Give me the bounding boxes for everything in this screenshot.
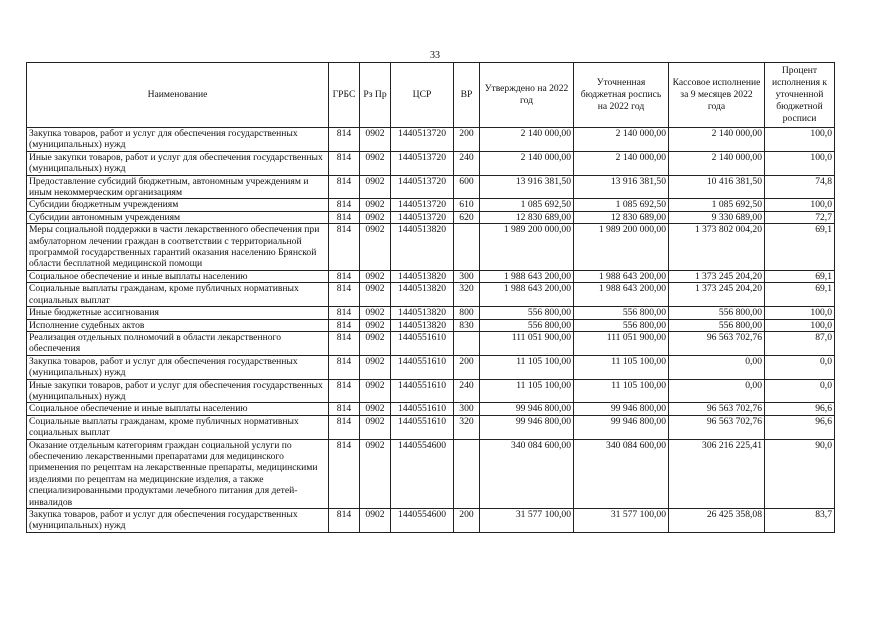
- cell-name: Закупка товаров, работ и услуг для обеспечения государственных (муниципальных) нужд: [27, 128, 329, 152]
- cell-approved: 2 140 000,00: [480, 151, 574, 175]
- header-refined: Уточненная бюджетная роспись на 2022 год: [574, 63, 669, 128]
- cell-refined: 99 946 800,00: [574, 403, 669, 415]
- cell-vr: 800: [454, 307, 480, 319]
- cell-grbs: 814: [329, 128, 360, 152]
- cell-cash: 556 800,00: [669, 319, 765, 331]
- cell-refined: 12 830 689,00: [574, 211, 669, 223]
- cell-refined: 11 105 100,00: [574, 379, 669, 403]
- cell-vr: 240: [454, 151, 480, 175]
- cell-percent: 83,7: [765, 509, 835, 533]
- cell-name: Меры социальной поддержки в части лекарственного обеспечения при амбулаторном лечении граждан в соответствии с территориальной программой государственных гарантий оказания населению Брянской области бесплатной медицинской помощи: [27, 224, 329, 271]
- cell-rzpr: 0902: [360, 379, 391, 403]
- cell-csr: 1440513720: [391, 211, 454, 223]
- cell-refined: 556 800,00: [574, 319, 669, 331]
- cell-approved: 1 989 200 000,00: [480, 224, 574, 271]
- cell-approved: 31 577 100,00: [480, 509, 574, 533]
- table-row: [27, 199, 835, 211]
- header-name: Наименование: [27, 63, 329, 128]
- cell-grbs: 814: [329, 415, 360, 439]
- cell-csr: 1440513720: [391, 175, 454, 199]
- cell-rzpr: 0902: [360, 331, 391, 355]
- cell-grbs: 814: [329, 509, 360, 533]
- cell-name: Социальное обеспечение и иные выплаты населению: [27, 270, 329, 282]
- cell-approved: 1 988 643 200,00: [480, 270, 574, 282]
- header-grbs: ГРБС: [329, 63, 360, 128]
- cell-vr: 600: [454, 175, 480, 199]
- cell-percent: 69,1: [765, 283, 835, 307]
- cell-cash: 0,00: [669, 355, 765, 379]
- cell-percent: 100,0: [765, 199, 835, 211]
- cell-csr: 1440513820: [391, 224, 454, 271]
- cell-name: Субсидии автономным учреждениям: [27, 211, 329, 223]
- cell-rzpr: 0902: [360, 415, 391, 439]
- table-row: [27, 331, 835, 355]
- cell-percent: 72,7: [765, 211, 835, 223]
- cell-name: Закупка товаров, работ и услуг для обеспечения государственных (муниципальных) нужд: [27, 509, 329, 533]
- cell-grbs: 814: [329, 331, 360, 355]
- cell-vr: 240: [454, 379, 480, 403]
- cell-rzpr: 0902: [360, 175, 391, 199]
- cell-name: Иные закупки товаров, работ и услуг для обеспечения государственных (муниципальных) нужд: [27, 151, 329, 175]
- cell-name: Оказание отдельным категориям граждан социальной услуги по обеспечению лекарственными препаратами для медицинского применения по рецептам на лекарственные препараты, медицинскими изделиями по рецептам на медицинские изделия, а также специализированными продуктами лечебного питания для детей-инвалидов: [27, 439, 329, 508]
- cell-grbs: 814: [329, 175, 360, 199]
- cell-grbs: 814: [329, 211, 360, 223]
- cell-percent: 87,0: [765, 331, 835, 355]
- table-row: [27, 379, 835, 403]
- table-row: [27, 403, 835, 415]
- cell-csr: 1440551610: [391, 355, 454, 379]
- cell-name: Исполнение судебных актов: [27, 319, 329, 331]
- cell-vr: 320: [454, 415, 480, 439]
- cell-approved: 13 916 381,50: [480, 175, 574, 199]
- cell-name: Предоставление субсидий бюджетным, автономным учреждениям и иным некоммерческим организациям: [27, 175, 329, 199]
- cell-percent: 90,0: [765, 439, 835, 508]
- cell-approved: 11 105 100,00: [480, 379, 574, 403]
- cell-grbs: 814: [329, 403, 360, 415]
- cell-grbs: 814: [329, 283, 360, 307]
- cell-refined: 11 105 100,00: [574, 355, 669, 379]
- table-row: [27, 439, 835, 508]
- cell-rzpr: 0902: [360, 439, 391, 508]
- cell-cash: 0,00: [669, 379, 765, 403]
- table-row: [27, 270, 835, 282]
- cell-vr: 200: [454, 509, 480, 533]
- cell-csr: 1440551610: [391, 403, 454, 415]
- cell-approved: 99 946 800,00: [480, 415, 574, 439]
- cell-grbs: 814: [329, 151, 360, 175]
- cell-name: Субсидии бюджетным учреждениям: [27, 199, 329, 211]
- cell-approved: 556 800,00: [480, 319, 574, 331]
- cell-vr: 200: [454, 355, 480, 379]
- cell-vr: 620: [454, 211, 480, 223]
- table-row: [27, 224, 835, 271]
- cell-approved: 11 105 100,00: [480, 355, 574, 379]
- cell-refined: 111 051 900,00: [574, 331, 669, 355]
- cell-percent: 74,8: [765, 175, 835, 199]
- cell-percent: 69,1: [765, 270, 835, 282]
- cell-name: Реализация отдельных полномочий в области лекарственного обеспечения: [27, 331, 329, 355]
- cell-refined: 556 800,00: [574, 307, 669, 319]
- cell-vr: [454, 331, 480, 355]
- cell-refined: 1 988 643 200,00: [574, 270, 669, 282]
- cell-name: Социальные выплаты гражданам, кроме публичных нормативных социальных выплат: [27, 415, 329, 439]
- cell-approved: 2 140 000,00: [480, 128, 574, 152]
- cell-csr: 1440513820: [391, 283, 454, 307]
- cell-csr: 1440513820: [391, 270, 454, 282]
- cell-vr: 300: [454, 403, 480, 415]
- cell-cash: 96 563 702,76: [669, 331, 765, 355]
- cell-cash: 1 373 245 204,20: [669, 270, 765, 282]
- table-body: [27, 128, 835, 533]
- cell-approved: 1 988 643 200,00: [480, 283, 574, 307]
- cell-cash: 306 216 225,41: [669, 439, 765, 508]
- cell-vr: 320: [454, 283, 480, 307]
- cell-refined: 340 084 600,00: [574, 439, 669, 508]
- cell-percent: 69,1: [765, 224, 835, 271]
- cell-percent: 96,6: [765, 403, 835, 415]
- cell-rzpr: 0902: [360, 307, 391, 319]
- cell-csr: 1440551610: [391, 415, 454, 439]
- cell-refined: 2 140 000,00: [574, 151, 669, 175]
- cell-csr: 1440513720: [391, 151, 454, 175]
- cell-name: Социальное обеспечение и иные выплаты населению: [27, 403, 329, 415]
- cell-refined: 1 085 692,50: [574, 199, 669, 211]
- cell-cash: 1 373 245 204,20: [669, 283, 765, 307]
- cell-vr: [454, 224, 480, 271]
- cell-percent: 100,0: [765, 319, 835, 331]
- cell-cash: 96 563 702,76: [669, 403, 765, 415]
- cell-cash: 10 416 381,50: [669, 175, 765, 199]
- cell-percent: 0,0: [765, 379, 835, 403]
- cell-refined: 99 946 800,00: [574, 415, 669, 439]
- cell-approved: 99 946 800,00: [480, 403, 574, 415]
- cell-approved: 111 051 900,00: [480, 331, 574, 355]
- cell-rzpr: 0902: [360, 211, 391, 223]
- cell-rzpr: 0902: [360, 403, 391, 415]
- header-approved: Утверждено на 2022 год: [480, 63, 574, 128]
- cell-percent: 0,0: [765, 355, 835, 379]
- header-percent: Процент исполнения к уточненной бюджетной росписи: [765, 63, 835, 128]
- cell-approved: 12 830 689,00: [480, 211, 574, 223]
- cell-vr: 830: [454, 319, 480, 331]
- table-row: [27, 151, 835, 175]
- cell-name: Иные бюджетные ассигнования: [27, 307, 329, 319]
- cell-approved: 556 800,00: [480, 307, 574, 319]
- table-row: [27, 211, 835, 223]
- cell-rzpr: 0902: [360, 283, 391, 307]
- cell-csr: 1440554600: [391, 509, 454, 533]
- cell-cash: 1 085 692,50: [669, 199, 765, 211]
- cell-cash: 9 330 689,00: [669, 211, 765, 223]
- header-rzpr: Рз Пр: [360, 63, 391, 128]
- cell-cash: 2 140 000,00: [669, 128, 765, 152]
- cell-grbs: 814: [329, 319, 360, 331]
- cell-percent: 100,0: [765, 151, 835, 175]
- table-row: [27, 175, 835, 199]
- cell-rzpr: 0902: [360, 355, 391, 379]
- cell-grbs: 814: [329, 199, 360, 211]
- cell-cash: 96 563 702,76: [669, 415, 765, 439]
- cell-cash: 26 425 358,08: [669, 509, 765, 533]
- cell-csr: 1440513720: [391, 199, 454, 211]
- cell-grbs: 814: [329, 379, 360, 403]
- table-row: [27, 128, 835, 152]
- cell-vr: 300: [454, 270, 480, 282]
- table-row: [27, 319, 835, 331]
- cell-approved: 340 084 600,00: [480, 439, 574, 508]
- header-cash: Кассовое исполнение за 9 месяцев 2022 года: [669, 63, 765, 128]
- cell-csr: 1440551610: [391, 331, 454, 355]
- cell-rzpr: 0902: [360, 128, 391, 152]
- table-row: [27, 283, 835, 307]
- cell-percent: 100,0: [765, 128, 835, 152]
- cell-refined: 13 916 381,50: [574, 175, 669, 199]
- cell-approved: 1 085 692,50: [480, 199, 574, 211]
- cell-name: Закупка товаров, работ и услуг для обеспечения государственных (муниципальных) нужд: [27, 355, 329, 379]
- cell-refined: 1 989 200 000,00: [574, 224, 669, 271]
- cell-grbs: 814: [329, 270, 360, 282]
- header-row: [27, 63, 835, 128]
- cell-vr: 610: [454, 199, 480, 211]
- budget-table: [26, 62, 835, 533]
- cell-vr: 200: [454, 128, 480, 152]
- cell-rzpr: 0902: [360, 270, 391, 282]
- cell-rzpr: 0902: [360, 319, 391, 331]
- cell-csr: 1440551610: [391, 379, 454, 403]
- header-vr: ВР: [454, 63, 480, 128]
- page-number: 33: [430, 50, 440, 61]
- table-row: [27, 307, 835, 319]
- cell-csr: 1440554600: [391, 439, 454, 508]
- cell-grbs: 814: [329, 224, 360, 271]
- cell-grbs: 814: [329, 355, 360, 379]
- table-row: [27, 415, 835, 439]
- cell-percent: 96,6: [765, 415, 835, 439]
- cell-grbs: 814: [329, 439, 360, 508]
- cell-cash: 1 373 802 004,20: [669, 224, 765, 271]
- cell-refined: 2 140 000,00: [574, 128, 669, 152]
- table-row: [27, 509, 835, 533]
- cell-csr: 1440513820: [391, 319, 454, 331]
- cell-cash: 556 800,00: [669, 307, 765, 319]
- cell-csr: 1440513720: [391, 128, 454, 152]
- cell-refined: 31 577 100,00: [574, 509, 669, 533]
- cell-csr: 1440513820: [391, 307, 454, 319]
- cell-name: Иные закупки товаров, работ и услуг для обеспечения государственных (муниципальных) нужд: [27, 379, 329, 403]
- cell-rzpr: 0902: [360, 199, 391, 211]
- cell-name: Социальные выплаты гражданам, кроме публичных нормативных социальных выплат: [27, 283, 329, 307]
- cell-percent: 100,0: [765, 307, 835, 319]
- cell-vr: [454, 439, 480, 508]
- cell-rzpr: 0902: [360, 224, 391, 271]
- table-row: [27, 355, 835, 379]
- cell-rzpr: 0902: [360, 151, 391, 175]
- cell-grbs: 814: [329, 307, 360, 319]
- cell-rzpr: 0902: [360, 509, 391, 533]
- header-csr: ЦСР: [391, 63, 454, 128]
- cell-refined: 1 988 643 200,00: [574, 283, 669, 307]
- cell-cash: 2 140 000,00: [669, 151, 765, 175]
